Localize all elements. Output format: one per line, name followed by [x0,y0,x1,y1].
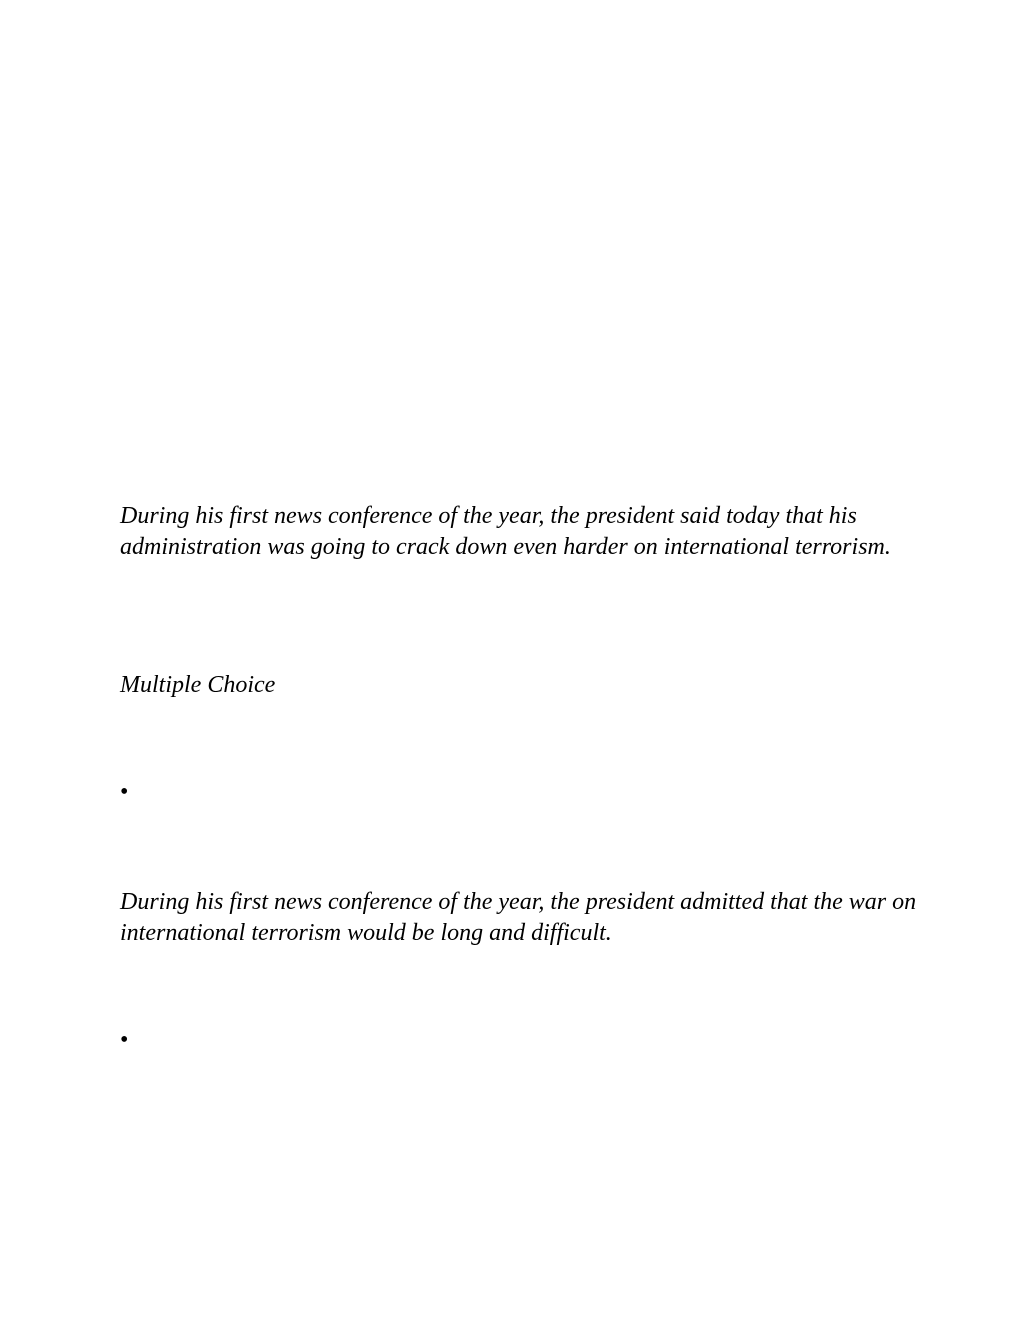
bullet-marker: • [120,1027,129,1053]
question-type-label: Multiple Choice [120,672,276,698]
statement-paragraph: During his first news conference of the year, the president said today that his administration was going to crack down even harder on international terrorism. [120,503,891,560]
choice-paragraph: During his first news conference of the year, the president admitted that the war on international terrorism would be long and difficult. [120,889,917,946]
bullet-marker: • [120,779,129,805]
